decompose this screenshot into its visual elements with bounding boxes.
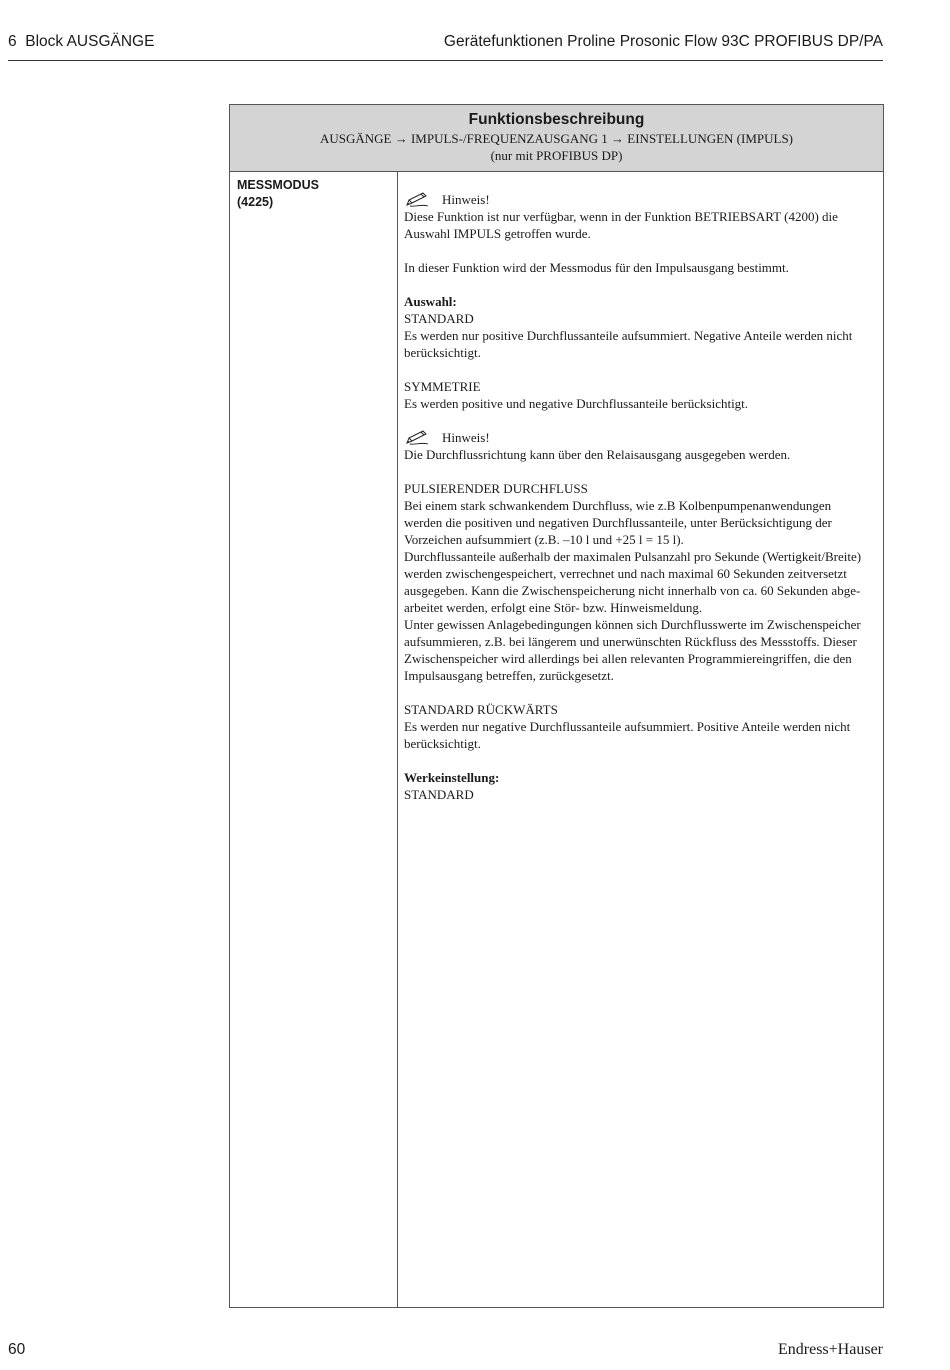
- option-symmetrie-text: Es werden positive und negative Durchflussanteile berücksichtigt.: [404, 396, 749, 411]
- option-pulsierend-text: arbeitet werden, erfolgt eine Stör- bzw. Hinweismeldung.: [404, 600, 703, 615]
- default-value: STANDARD: [404, 787, 474, 802]
- option-pulsierend-text: Bei einem stark schwankendem Durchfluss, wie z.B Kolbenpumpenanwendungen: [404, 498, 832, 513]
- menu-path: AUSGÄNGE → IMPULS-/FREQUENZAUSGANG 1 → EINSTELLUNGEN (IMPULS): [319, 131, 794, 146]
- note-2-label: Hinweis!: [442, 430, 490, 445]
- option-pulsierend-text: ausgegeben. Kann die Zwischenspeicherung nicht innerhalb von ca. 60 Sekunden abge-: [404, 583, 861, 598]
- option-pulsierend-text: werden zwischengespeichert, verrechnet und nach maximal 60 Sekunden zeitversetzt: [404, 566, 847, 581]
- option-pulsierend-title: PULSIERENDER DURCHFLUSS: [404, 481, 588, 496]
- table-header: [230, 105, 883, 172]
- note-1: [404, 191, 876, 208]
- header-rule: [8, 60, 883, 61]
- option-standard-text: Es werden nur positive Durchflussanteile aufsummiert. Negative Anteile werden nicht: [404, 328, 853, 343]
- chapter-title: 6 Block AUSGÄNGE: [8, 33, 155, 50]
- option-rueckwaerts-text: Es werden nur negative Durchflussanteile aufsummiert. Positive Anteile werden nicht: [404, 719, 851, 734]
- selection-heading: Auswahl:: [404, 294, 457, 309]
- note-2-line: Die Durchflussrichtung kann über den Relaisausgang ausgegeben werden.: [404, 447, 791, 462]
- option-standard-text: berücksichtigt.: [404, 345, 481, 360]
- function-code: (4225): [237, 195, 274, 209]
- option-standard-title: STANDARD: [404, 311, 474, 326]
- option-pulsierend-text: aufsummieren, z.B. bei längerem und unerwünschten Rückfluss des Messstoffs. Dieser: [404, 634, 857, 649]
- brand-name: Endress+Hauser: [778, 1341, 883, 1358]
- function-cell: [237, 177, 387, 211]
- default-heading: Werkeinstellung:: [404, 770, 500, 785]
- option-pulsierend-text: Unter gewissen Anlagebedingungen können sich Durchflusswerte im Zwischenspeicher: [404, 617, 861, 632]
- table-subtitle: (nur mit PROFIBUS DP): [490, 148, 623, 163]
- option-pulsierend-text: Vorzeichen aufsummiert (z.B. –10 l und +25 l = 15 l).: [404, 532, 684, 547]
- note-2: [404, 429, 876, 446]
- option-symmetrie-title: SYMMETRIE: [404, 379, 481, 394]
- note-1-line: Diese Funktion ist nur verfügbar, wenn in der Funktion BETRIEBSART (4200) die: [404, 209, 838, 224]
- column-divider: [397, 172, 398, 1307]
- note-1-line: Auswahl IMPULS getroffen wurde.: [404, 226, 591, 241]
- pencil-icon: [404, 191, 430, 208]
- document-title: Gerätefunktionen Proline Prosonic Flow 93C PROFIBUS DP/PA: [443, 33, 883, 50]
- function-table: [229, 104, 884, 1308]
- option-rueckwaerts-title: STANDARD RÜCKWÄRTS: [404, 702, 558, 717]
- pencil-icon: [404, 429, 430, 446]
- table-title: Funktionsbeschreibung: [468, 111, 645, 128]
- option-pulsierend-text: Zwischenspeicher wird allerdings bei allen relevanten Programmiereingriffen, die den: [404, 651, 852, 666]
- note-1-label: Hinweis!: [442, 192, 490, 207]
- function-name: MESSMODUS: [237, 178, 319, 192]
- page-number: 60: [8, 1341, 26, 1358]
- option-pulsierend-text: Impulsausgang betreffen, zurückgesetzt.: [404, 668, 614, 683]
- description-cell: [404, 191, 876, 803]
- page-footer: [8, 1341, 883, 1363]
- option-pulsierend-text: werden die positiven und negativen Durchflussanteile, unter Berücksichtigung der: [404, 515, 832, 530]
- page-header: [8, 33, 883, 55]
- intro-text: In dieser Funktion wird der Messmodus für den Impulsausgang bestimmt.: [404, 260, 789, 275]
- option-pulsierend-text: Durchflussanteile außerhalb der maximalen Pulsanzahl pro Sekunde (Wertigkeit/Breite): [404, 549, 862, 564]
- option-rueckwaerts-text: berücksichtigt.: [404, 736, 481, 751]
